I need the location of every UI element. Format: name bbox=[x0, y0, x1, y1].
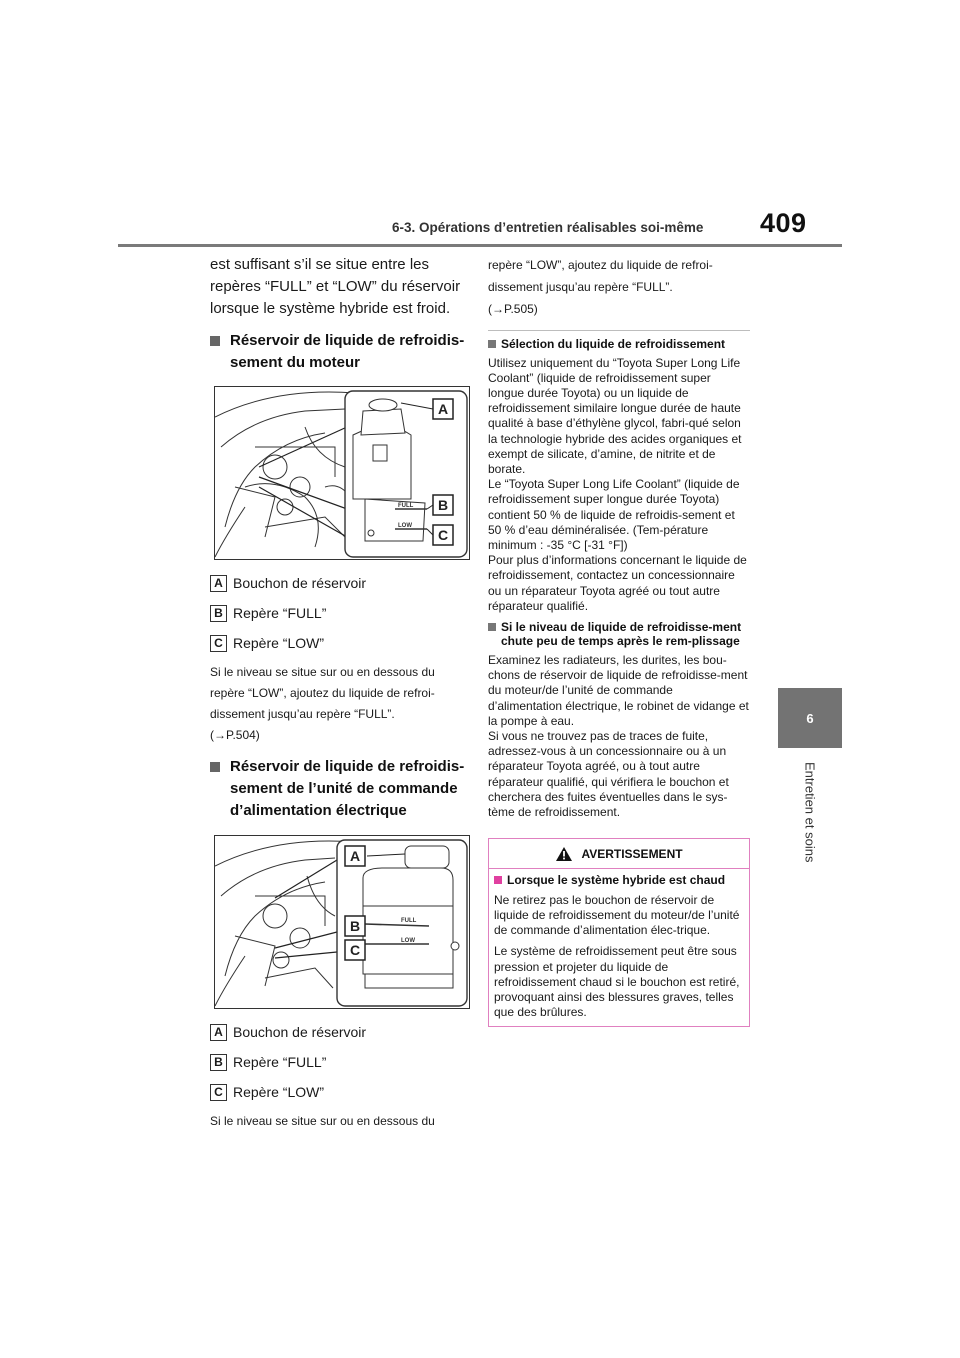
section-heading-text: Réservoir de liquide de refroidis-sement de l’unité de commande d’alimentation électrique bbox=[230, 758, 465, 819]
callout-a: A bbox=[349, 848, 361, 864]
figure-mark-low: LOW bbox=[398, 523, 412, 529]
sub-heading-text: Sélection du liquide de refroidissement bbox=[501, 337, 726, 351]
legend-letter: B bbox=[210, 605, 227, 622]
chapter-label-text: Entretien et soins bbox=[802, 762, 818, 863]
legend-text: Bouchon de réservoir bbox=[233, 1024, 367, 1040]
pcu-bay-illustration bbox=[215, 836, 470, 1009]
legend-letter: C bbox=[210, 1084, 227, 1101]
figure-mark-full: FULL bbox=[401, 918, 417, 924]
legend-pcu-reservoir bbox=[210, 1021, 472, 1103]
callout-c: C bbox=[437, 527, 449, 543]
warning-body bbox=[489, 869, 749, 1026]
legend-letter: C bbox=[210, 635, 227, 652]
warning-title bbox=[494, 873, 744, 888]
left-column bbox=[210, 254, 472, 1132]
section-divider bbox=[488, 330, 750, 331]
coolant-selection-body: Utilisez uniquement du “Toyota Super Long Life Coolant” (liquide de refroidissement super longue durée Toyota) ou un liquide de refroidissement similaire longue durée de haute qualité à base d’éthylène glycol, fabri-qué selon la technologie hybride des acides organiques et exempt de silicate, d’amine, de nitrite et de borate. Le “Toyota Super Long Life Coolant” (liquide de refroidissement super longue durée Toyota) contient 50 % de liquide de refroidis-sement et 50 % d’eau déminéralisée. (Tem-pérature minimum : -35 °C [-31 °F]) Pour plus d’informations concernant le liquide de refroidissement, contactez un concessionnaire ou un réparateur Toyota agréé ou tout autre réparateur qualifié. bbox=[488, 355, 747, 613]
square-bullet-icon bbox=[210, 336, 220, 346]
warning-paragraph: Le système de refroidissement peut être sous pression et projeter du liquide de refroidissement chaud si le bouchon est retiré, provoquant ainsi des blessures graves, telles que des brûlures. bbox=[494, 944, 740, 1020]
square-bullet-icon bbox=[488, 623, 496, 631]
coolant-selection-heading bbox=[488, 337, 750, 352]
square-bullet-icon bbox=[488, 340, 496, 348]
page-number: 409 bbox=[760, 208, 807, 238]
right-column bbox=[488, 254, 750, 1027]
chapter-tab[interactable] bbox=[778, 688, 842, 748]
figure-mark-low: LOW bbox=[401, 938, 415, 944]
note-line: Si le niveau se situe sur ou en dessous du bbox=[210, 665, 435, 679]
note-line: dissement jusqu’au repère “FULL”. bbox=[488, 280, 673, 294]
note-line: dissement jusqu’au repère “FULL”. bbox=[210, 707, 395, 721]
callout-b: B bbox=[437, 497, 449, 513]
square-bullet-icon bbox=[494, 876, 502, 884]
legend-item bbox=[210, 1051, 472, 1073]
legend-text: Repère “FULL” bbox=[233, 1054, 327, 1070]
warning-title-text: Lorsque le système hybride est chaud bbox=[507, 873, 726, 888]
legend-text: Bouchon de réservoir bbox=[233, 575, 367, 591]
warning-paragraph: Ne retirez pas le bouchon de réservoir de liquide de refroidissement du moteur/de l’unité de commande d’alimentation élec-trique. bbox=[494, 892, 740, 938]
callout-a: A bbox=[437, 401, 449, 417]
note-line: Si le niveau se situe sur ou en dessous du bbox=[210, 1114, 435, 1128]
chapter-label bbox=[786, 762, 834, 882]
level-drop-body: Examinez les radiateurs, les durites, les bou-chons de réservoir de liquide de refroidisse-ment du moteur/de l’unité de commande d’alimentation électrique, le robinet de vidange et la pompe à eau. Si vous ne trouvez pas de traces de fuite, adressez-vous à un concessionnaire ou à un réparateur Toyota agréé, ou à tout autre réparateur qualifié, qui vérifiera le bouchon et cherchera des fuites éventuelles dans le sys-tème de refroidissement. bbox=[488, 652, 749, 819]
legend-letter: B bbox=[210, 1054, 227, 1071]
note-line: repère “LOW”, ajoutez du liquide de refroi- bbox=[210, 686, 435, 700]
legend-item bbox=[210, 1081, 472, 1103]
legend-text: Repère “LOW” bbox=[233, 1084, 325, 1100]
square-bullet-icon bbox=[210, 762, 220, 772]
note-line: repère “LOW”, ajoutez du liquide de refroi- bbox=[488, 258, 713, 272]
callout-c: C bbox=[349, 942, 361, 958]
section-heading-engine-reservoir bbox=[210, 330, 472, 374]
warning-box bbox=[488, 838, 750, 1027]
warning-triangle-icon bbox=[555, 846, 573, 862]
page-reference[interactable]: (→P.505) bbox=[488, 302, 538, 316]
refill-note-continued bbox=[488, 254, 750, 320]
callout-b: B bbox=[349, 918, 361, 934]
legend-item bbox=[210, 572, 472, 594]
chapter-number: 6 bbox=[806, 710, 814, 726]
warning-label: AVERTISSEMENT bbox=[581, 846, 683, 861]
figure-engine-reservoir bbox=[214, 386, 470, 560]
intro-paragraph: est suffisant s’il se situe entre les repères “FULL” et “LOW” du réservoir lorsque le système hybride est froid. bbox=[210, 256, 461, 317]
legend-item bbox=[210, 1021, 472, 1043]
figure-mark-full: FULL bbox=[398, 503, 414, 509]
header-rule bbox=[118, 244, 842, 247]
legend-item bbox=[210, 632, 472, 654]
legend-letter: A bbox=[210, 575, 227, 592]
sub-heading-text: Si le niveau de liquide de refroidisse-ment chute peu de temps après le rem-plissage bbox=[501, 619, 742, 649]
section-heading-pcu-reservoir bbox=[210, 756, 472, 822]
refill-note bbox=[210, 662, 472, 746]
legend-text: Repère “LOW” bbox=[233, 635, 325, 651]
figure-pcu-reservoir bbox=[214, 835, 470, 1009]
page-reference[interactable]: (→P.504) bbox=[210, 728, 260, 742]
engine-bay-illustration bbox=[215, 387, 470, 560]
section-heading-text: Réservoir de liquide de refroidis-sement du moteur bbox=[230, 332, 465, 371]
warning-header bbox=[489, 839, 749, 869]
legend-letter: A bbox=[210, 1024, 227, 1041]
section-header: 6-3. Opérations d’entretien réalisables soi-même bbox=[392, 220, 704, 235]
legend-engine-reservoir bbox=[210, 572, 472, 654]
legend-item bbox=[210, 602, 472, 624]
legend-text: Repère “FULL” bbox=[233, 605, 327, 621]
level-drop-heading bbox=[488, 620, 750, 649]
